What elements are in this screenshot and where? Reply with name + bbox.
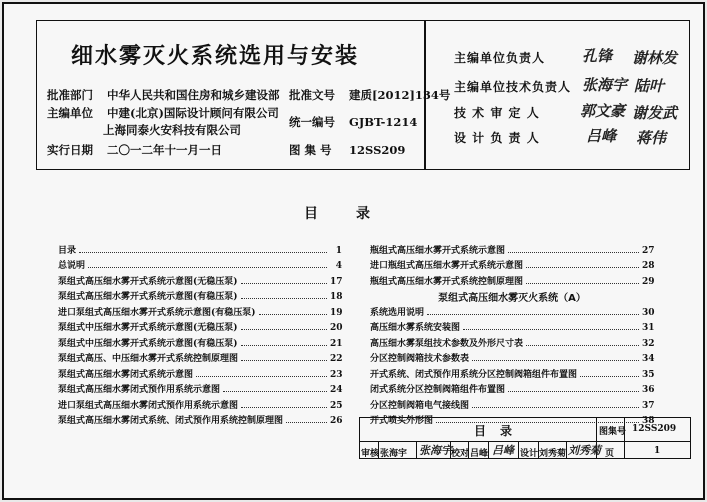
toc-entry[interactable] — [370, 349, 654, 365]
meta-label: 图 集 号 — [289, 143, 332, 157]
toc-entry-title: 闭式系统分区控制阀箱组件布置图 — [370, 385, 506, 395]
toc-leader-dots — [508, 252, 639, 253]
toc-entry[interactable] — [58, 256, 342, 272]
toc-leader-dots — [463, 329, 639, 330]
toc-leader-dots — [241, 407, 327, 408]
toc-entry-title: 进口泵组式高压细水雾闭式预作用系统示意图 — [58, 400, 239, 411]
toc-title: 目录 — [304, 206, 408, 222]
toc-column-left — [58, 240, 342, 426]
title-block — [359, 417, 691, 459]
check-label: 校对 — [451, 449, 470, 459]
meta-label: 实行日期 — [47, 143, 93, 157]
toc-entry[interactable] — [58, 271, 342, 287]
design-name: 刘秀菊 — [539, 449, 567, 459]
toc-entry-title: 高压细水雾系统安装图 — [370, 323, 461, 333]
toc-entry-title: 泵组式高压、中压细水雾开式系统控制原理图 — [58, 354, 239, 364]
toc-entry-page: 26 — [330, 416, 343, 426]
design-label: 设计 — [520, 449, 539, 459]
signature-image: 谢发武 — [632, 104, 678, 122]
toc-leader-dots — [196, 376, 327, 377]
toc-entry-page: 22 — [330, 354, 343, 364]
toc-entry[interactable] — [58, 302, 342, 318]
drawing-sheet — [2, 2, 705, 500]
toc-entry-page: 1 — [335, 245, 342, 256]
role-row — [454, 78, 572, 95]
document-title: 细水雾灭火系统选用与安装 — [71, 44, 360, 69]
meta-unified-no — [289, 114, 417, 130]
toc-entry-page: 29 — [642, 276, 655, 287]
toc-leader-dots — [427, 314, 639, 315]
toc-leader-dots — [472, 360, 639, 361]
toc-leader-dots — [580, 376, 639, 377]
meta-value: 建质[2012]134号 — [349, 88, 451, 102]
design-signature: 刘秀菊 — [568, 444, 601, 457]
role-label: 主编单位技术负责人 — [454, 80, 572, 94]
toc-entry[interactable] — [58, 333, 342, 349]
toc-leader-dots — [241, 298, 327, 299]
meta-label: 批准部门 — [47, 88, 93, 102]
toc-leader-dots — [223, 391, 327, 392]
page-number: 1 — [654, 446, 661, 456]
signature-image: 陆叶 — [634, 77, 665, 95]
toc-entry-title: 泵组式高压细水雾开式系统示意图(无稳压泵) — [58, 276, 238, 287]
toc-leader-dots — [526, 267, 639, 268]
role-label: 主编单位负责人 — [454, 51, 546, 65]
toc-leader-dots — [241, 283, 327, 284]
signature-image: 郭文豪 — [580, 102, 626, 120]
toc-entry-page: 21 — [330, 338, 343, 349]
toc-entry-title: 瓶组式高压细水雾开式系统示意图 — [370, 245, 506, 256]
toc-entry-title: 泵组式高压细水雾开式系统示意图(有稳压泵) — [58, 292, 238, 302]
review-signature: 张海宇 — [419, 444, 452, 457]
toc-leader-dots — [472, 407, 639, 408]
meta-co-editor — [103, 122, 241, 138]
toc-entry-title: 泵组式高压细水雾闭式系统、闭式预作用系统控制原理图 — [58, 416, 284, 426]
toc-leader-dots — [241, 329, 327, 330]
toc-leader-dots — [526, 345, 639, 346]
toc-leader-dots — [508, 391, 639, 392]
meta-label: 统一编号 — [289, 115, 335, 129]
role-label: 设 计 负 责 人 — [454, 131, 540, 145]
toc-entry-title: 系统选用说明 — [370, 307, 425, 318]
sheet-name: 目录 — [473, 424, 526, 438]
toc-entry-page: 27 — [642, 245, 655, 256]
toc-section-heading: 泵组式高压细水雾灭火系统（A） — [438, 292, 586, 304]
toc-entry-page: 30 — [642, 307, 655, 318]
toc-entry[interactable] — [58, 240, 342, 256]
signature-image: 吕峰 — [586, 127, 617, 145]
toc-entry-title: 泵组式高压细水雾闭式预作用系统示意图 — [58, 385, 221, 395]
toc-entry[interactable] — [370, 240, 654, 256]
toc-entry[interactable] — [370, 364, 654, 380]
signature-image: 张海宇 — [582, 76, 628, 94]
toc-entry[interactable] — [370, 395, 654, 411]
review-name: 张海宇 — [380, 449, 408, 459]
toc-entry-page: 31 — [642, 323, 655, 333]
toc-entry[interactable] — [370, 380, 654, 396]
toc-entry[interactable] — [58, 411, 342, 427]
toc-entry-page: 24 — [330, 385, 343, 395]
meta-value: 12SS209 — [349, 143, 406, 157]
toc-leader-dots — [241, 345, 327, 346]
toc-entry[interactable] — [58, 287, 342, 303]
toc-entry-title: 分区控制阀箱技术参数表 — [370, 354, 470, 364]
toc-entry-title: 开式喷头外形图 — [370, 416, 434, 426]
toc-entry-page: 4 — [335, 261, 342, 271]
toc-entry-title: 目录 — [58, 245, 77, 256]
meta-atlas-no — [289, 142, 405, 158]
toc-entry-page: 28 — [642, 261, 655, 271]
toc-entry-title: 总说明 — [58, 261, 86, 271]
toc-leader-dots — [79, 252, 327, 253]
toc-entry[interactable] — [58, 380, 342, 396]
meta-value: 二〇一二年十一月一日 — [107, 143, 223, 157]
meta-label: 主编单位 — [47, 106, 93, 120]
toc-entry-title: 泵组式高压细水雾闭式系统示意图 — [58, 369, 194, 380]
review-label: 审核 — [361, 449, 380, 459]
toc-entry-title: 进口瓶组式高压细水雾开式系统示意图 — [370, 261, 524, 271]
role-row — [454, 129, 562, 146]
meta-effective-date — [47, 142, 222, 158]
toc-entry-page: 34 — [642, 354, 655, 364]
check-signature: 吕峰 — [492, 444, 514, 457]
signature-image: 谢林发 — [632, 49, 678, 67]
role-row — [454, 104, 562, 121]
toc-entry-page: 18 — [330, 292, 343, 302]
toc-entry-page: 38 — [642, 416, 655, 426]
toc-entry-page: 17 — [330, 276, 343, 287]
meta-approval-no — [289, 87, 450, 103]
title-block-rule — [488, 441, 489, 458]
atlas-no-value: 12SS209 — [632, 424, 677, 434]
atlas-no-label: 图集号 — [599, 427, 627, 437]
toc-entry-page: 36 — [642, 385, 655, 395]
toc-entry-page: 19 — [330, 307, 343, 318]
title-block-rule — [360, 441, 690, 442]
toc-entry-title: 泵组式中压细水雾开式系统示意图(有稳压泵) — [58, 338, 238, 349]
title-block-rule — [566, 441, 567, 458]
meta-label: 批准文号 — [289, 88, 335, 102]
toc-entry-title: 分区控制阀箱电气接线图 — [370, 400, 470, 411]
page-label: 页 — [605, 449, 615, 459]
role-row — [454, 49, 562, 66]
header-block — [36, 20, 690, 170]
meta-value: 中建(北京)国际设计顾问有限公司 — [107, 106, 279, 120]
toc-leader-dots — [526, 283, 639, 284]
toc-leader-dots — [259, 314, 327, 315]
role-label: 技 术 审 定 人 — [454, 106, 540, 120]
meta-chief-editor — [47, 105, 279, 121]
toc-leader-dots — [241, 360, 327, 361]
toc-entry[interactable] — [370, 333, 654, 349]
toc-column-right — [370, 240, 654, 426]
meta-value: 上海同泰火安科技有限公司 — [103, 123, 241, 137]
meta-value: 中华人民共和国住房和城乡建设部 — [107, 88, 280, 102]
toc-entry-page: 32 — [642, 338, 655, 349]
signature-image: 蒋伟 — [636, 129, 667, 147]
meta-value: GJBT-1214 — [349, 115, 418, 129]
toc-entry-page: 23 — [330, 369, 343, 380]
toc-entry-page: 37 — [642, 400, 655, 411]
toc-entry-page: 20 — [330, 323, 343, 333]
toc-entry-title: 高压细水雾泵组技术参数及外形尺寸表 — [370, 338, 524, 349]
toc-entry-page: 25 — [330, 400, 343, 411]
toc-entry[interactable] — [370, 256, 654, 272]
toc-entry-title: 泵组式中压细水雾开式系统示意图(无稳压泵) — [58, 323, 238, 333]
title-block-rule — [416, 441, 417, 458]
toc-entry-page: 35 — [642, 369, 655, 380]
meta-approval-dept — [47, 87, 280, 103]
toc-entry[interactable] — [370, 302, 654, 318]
toc-leader-dots — [286, 422, 327, 423]
toc-entry-title: 瓶组式高压细水雾开式系统控制原理图 — [370, 276, 524, 287]
check-name: 吕峰 — [470, 449, 489, 459]
signature-image: 孔锋 — [582, 47, 613, 65]
toc-entry[interactable] — [58, 364, 342, 380]
toc-entry[interactable] — [58, 349, 342, 365]
toc-entry[interactable] — [58, 318, 342, 334]
toc-entry[interactable] — [370, 271, 654, 287]
toc-leader-dots — [88, 267, 327, 268]
title-block-rule — [518, 441, 519, 458]
toc-entry-title: 开式系统、闭式预作用系统分区控制阀箱组件布置图 — [370, 369, 578, 380]
toc-entry-title: 进口泵组式高压细水雾开式系统示意图(有稳压泵) — [58, 307, 256, 318]
toc-entry[interactable] — [58, 395, 342, 411]
toc-entry[interactable] — [370, 318, 654, 334]
